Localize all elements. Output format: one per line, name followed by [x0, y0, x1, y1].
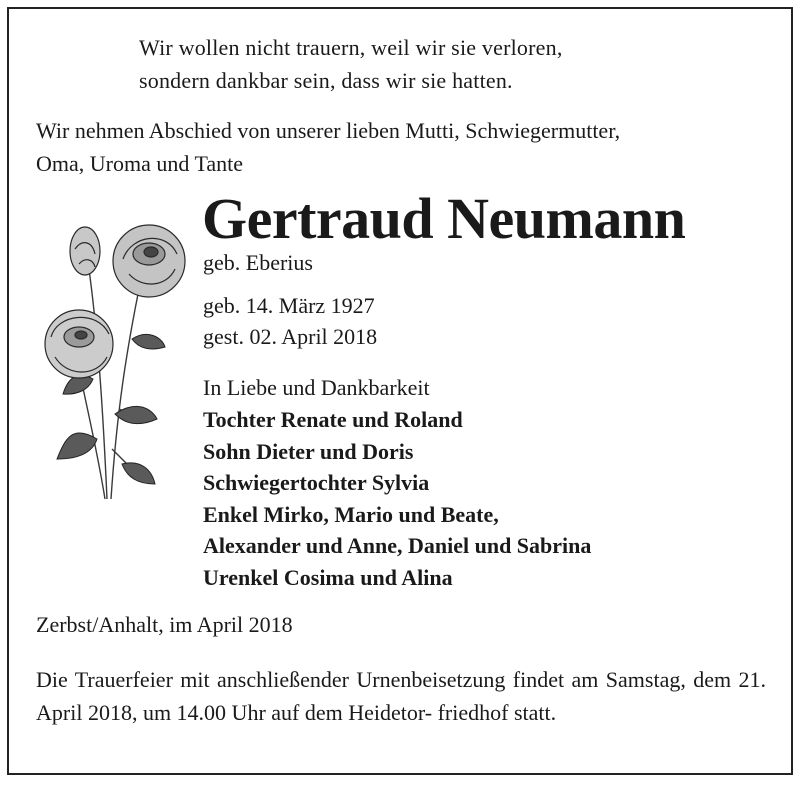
motto-line: sondern dankbar sein, dass wir sie hatten. — [139, 68, 513, 93]
funeral-info — [36, 664, 766, 729]
funeral-line: friedhof statt. — [437, 699, 557, 725]
death-date: gest. 02. April 2018 — [203, 324, 378, 349]
mourners-list — [203, 404, 591, 593]
mourner-line: Alexander und Anne, Daniel und Sabrina — [203, 533, 592, 558]
farewell-intro — [36, 114, 620, 180]
intro-line: Wir nehmen Abschied von unserer lieben Mutti, Schwiegermutter, — [36, 118, 621, 143]
mourner-line: Urenkel Cosima und Alina — [203, 564, 453, 590]
deceased-name: Gertraud Neumann — [202, 186, 686, 251]
mourner-line: Tochter Renate und Roland — [203, 407, 463, 432]
obituary-notice — [7, 7, 793, 775]
place-date: Zerbst/Anhalt, im April 2018 — [36, 612, 293, 637]
motto — [139, 31, 563, 97]
maiden-name: geb. Eberius — [203, 250, 313, 275]
motto-line: Wir wollen nicht trauern, weil wir sie verloren, — [139, 35, 563, 60]
roses-icon — [27, 209, 192, 509]
mourners-intro: In Liebe und Dankbarkeit — [203, 375, 430, 400]
mourner-line: Enkel Mirko, Mario und Beate, — [203, 501, 499, 527]
life-dates — [203, 290, 377, 352]
intro-line: Oma, Uroma und Tante — [36, 151, 244, 176]
funeral-line: Die Trauerfeier mit anschließender Urnenbeisetzung findet am — [36, 667, 599, 692]
mourner-line: Sohn Dieter und Doris — [203, 438, 414, 464]
mourner-line: Schwiegertochter Sylvia — [203, 470, 430, 495]
funeral-line: Samstag, dem 21. April 2018, um 14.00 Uhr auf dem Heidetor- — [36, 667, 767, 725]
birth-date: geb. 14. März 1927 — [203, 293, 375, 318]
